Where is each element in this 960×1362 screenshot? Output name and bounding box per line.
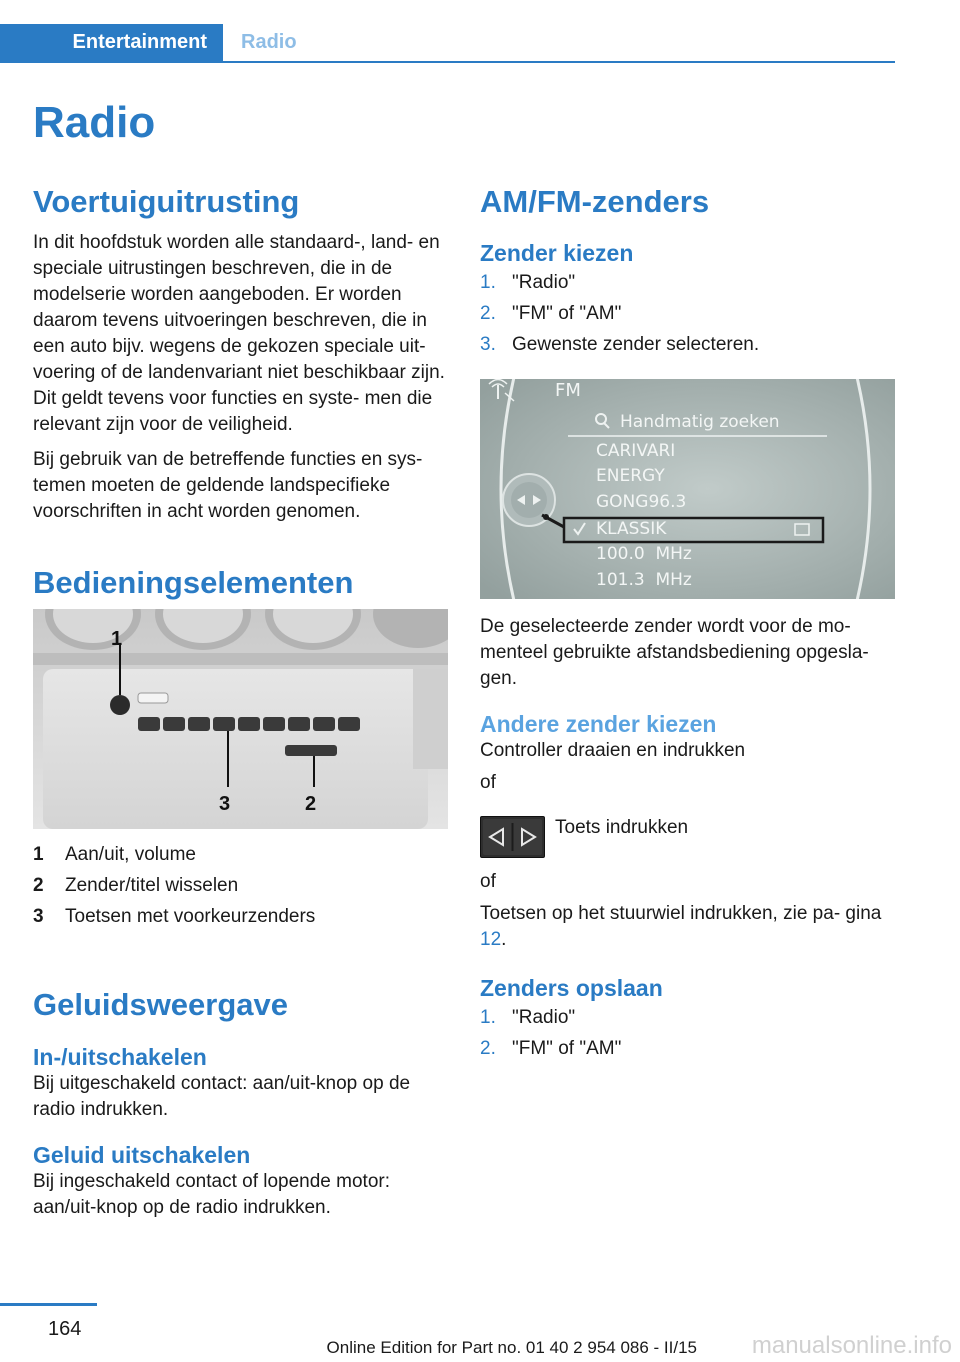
figure-label-1: 1 (111, 628, 123, 650)
subsection-andere-zender-title: Andere zender kiezen (480, 711, 717, 737)
radio-controls-photo (33, 609, 448, 829)
subsection-geluid-uitschakelen-text: Bij ingeschakeld contact of lopende motor: aan/uit-knop op de radio indrukken. (33, 1171, 390, 1218)
idrive-item-station-selected[interactable]: KLASSIK (596, 519, 667, 539)
right-column-lower (480, 614, 896, 796)
left-column (33, 180, 453, 605)
step-number: 1. (480, 1007, 496, 1028)
section-voertuiguitrusting-title: Voertuiguitrusting (33, 184, 300, 219)
edition-info: Online Edition for Part no. 01 40 2 954 086 - II/15 (326, 1338, 697, 1357)
right-column (480, 180, 896, 363)
legend-number: 2 (33, 875, 44, 896)
seek-button-icon (480, 816, 545, 858)
zender-kiezen-steps (480, 270, 896, 363)
step-number: 3. (480, 334, 496, 355)
legend-number: 1 (33, 844, 44, 865)
legend-number: 3 (33, 906, 44, 927)
or-text: of (480, 772, 496, 793)
page-title: Radio (33, 98, 156, 147)
button-instruction: Toets indrukken (555, 817, 689, 838)
idrive-item-frequency[interactable]: 101.3 MHz (596, 570, 692, 590)
section-voertuiguitrusting-text-2: Bij gebruik van de betreffende functies en sys- temen moeten de geldende landspecifieke voorschriften in acht worden genomen. (33, 449, 423, 522)
section-geluidsweergave (33, 985, 453, 1221)
footer-accent-line (0, 1303, 97, 1306)
step-number: 2. (480, 303, 496, 324)
idrive-band-label: FM (555, 380, 581, 401)
step-number: 2. (480, 1038, 496, 1059)
steering-text-end: . (501, 929, 507, 950)
step-item (480, 301, 896, 332)
zenders-opslaan-steps (480, 1005, 896, 1067)
legend-text: Aan/uit, volume (65, 844, 196, 865)
controller-instruction: Controller draaien en indrukken (480, 740, 746, 761)
section-bedieningselementen-title: Bedieningselementen (33, 565, 354, 600)
legend-item (33, 842, 453, 873)
screen-caption: De geselecteerde zender wordt voor de mo- menteel gebruikte afstandsbediening opgesla- gen. (480, 616, 869, 689)
subsection-in-uitschakelen-text: Bij uitgeschakeld contact: aan/uit-knop op de radio indrukken. (33, 1073, 411, 1120)
header-tabbar (0, 24, 895, 63)
subsection-zenders-opslaan-title: Zenders opslaan (480, 975, 663, 1001)
legend-text: Zender/titel wisselen (65, 875, 239, 896)
right-column-bottom (480, 869, 896, 1067)
idrive-item-station[interactable]: GONG96.3 (596, 492, 687, 512)
tab-radio[interactable]: Radio (241, 31, 297, 53)
steering-text: Toetsen op het stuurwiel indrukken, zie pa- gina (480, 903, 882, 924)
page-reference-link[interactable]: 12 (480, 929, 502, 950)
step-item (480, 1036, 896, 1067)
step-text: Gewenste zender selecteren. (512, 334, 760, 355)
idrive-item-frequency[interactable]: 100.0 MHz (596, 544, 692, 564)
page-number: 164 (48, 1318, 82, 1340)
section-geluidsweergave-title: Geluidsweergave (33, 987, 289, 1022)
idrive-item-station[interactable]: CARIVARI (596, 441, 676, 461)
section-voertuiguitrusting-text: In dit hoofdstuk worden alle standaard-, land- en speciale uitrustingen beschreven, die in de modelserie worden aangeboden. Er worden daarom tevens uitvoeringen beschreven, die in een auto bijv. wegens de gekozen speciale uit- voering of de landenvariant niet beschikbaar zijn. Dit geldt tevens voor functies en syste- men die relevant zijn voor de veiligheid. (33, 232, 445, 435)
step-number: 1. (480, 272, 496, 293)
step-item (480, 332, 896, 363)
step-text: "Radio" (512, 272, 576, 293)
step-text: "Radio" (512, 1007, 576, 1028)
subsection-zender-kiezen-title: Zender kiezen (480, 240, 634, 266)
figure-label-2: 2 (305, 793, 317, 815)
radio-controls-illustration (33, 609, 448, 829)
step-item (480, 1005, 896, 1036)
figure-label-3: 3 (219, 793, 231, 815)
idrive-item-station[interactable]: ENERGY (596, 466, 665, 486)
legend-list (33, 842, 453, 935)
section-amfm-title: AM/FM-zenders (480, 184, 710, 219)
step-text: "FM" of "AM" (512, 303, 622, 324)
subsection-geluid-uitschakelen-title: Geluid uitschakelen (33, 1142, 251, 1168)
legend-item (33, 873, 453, 904)
idrive-item-handmatig-zoeken[interactable]: Handmatig zoeken (620, 412, 780, 432)
seek-arrows-icon (481, 817, 544, 857)
step-item (480, 270, 896, 301)
subsection-in-uitschakelen-title: In-/uitschakelen (33, 1044, 207, 1070)
legend-text: Toetsen met voorkeurzenders (65, 906, 316, 927)
tab-entertainment[interactable]: Entertainment (0, 24, 223, 61)
legend-item (33, 904, 453, 935)
steering-wheel-instruction (480, 901, 896, 953)
idrive-screen (480, 379, 895, 599)
or-text: of (480, 871, 496, 892)
watermark: manualsonline.info (751, 1332, 952, 1359)
step-text: "FM" of "AM" (512, 1038, 622, 1059)
